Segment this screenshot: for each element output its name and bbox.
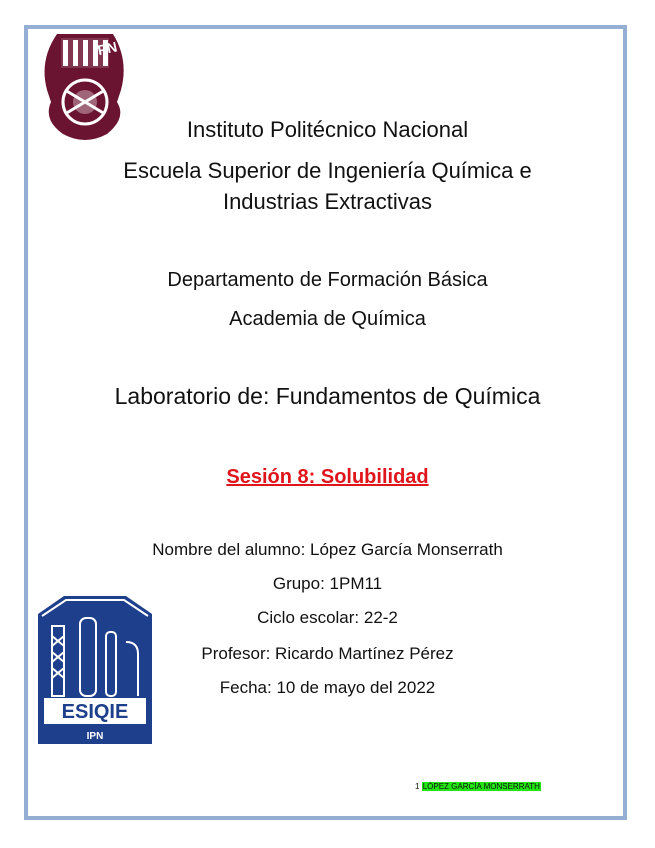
academy-name: Academia de Química bbox=[229, 308, 426, 330]
professor-name: Profesor: Ricardo Martínez Pérez bbox=[201, 644, 454, 663]
page-footer bbox=[415, 782, 541, 791]
esiqie-logo-text: ESIQIE bbox=[61, 701, 129, 723]
page-number: 1 bbox=[415, 782, 420, 791]
group-label: Grupo: 1PM11 bbox=[272, 574, 383, 593]
ipn-logo-text: IPN bbox=[92, 38, 119, 59]
school-cycle: Ciclo escolar: 22-2 bbox=[257, 608, 398, 627]
department-name: Departamento de Formación Básica bbox=[167, 269, 488, 291]
session-title: Sesión 8: Solubilidad bbox=[226, 466, 429, 488]
esiqie-logo bbox=[34, 592, 156, 747]
footer-author: LÓPEZ GARCÍA MONSERRATH bbox=[422, 782, 540, 791]
date-label: Fecha: 10 de mayo del 2022 bbox=[219, 678, 436, 697]
esiqie-logo-subtext: IPN bbox=[86, 731, 104, 742]
student-name: Nombre del alumno: López García Monserrath bbox=[152, 540, 503, 559]
laboratory-name: Laboratorio de: Fundamentos de Química bbox=[114, 383, 541, 409]
school-name-line1: Escuela Superior de Ingeniería Química e bbox=[123, 158, 532, 183]
school-name-line2: Industrias Extractivas bbox=[222, 189, 433, 214]
institution-name: Instituto Politécnico Nacional bbox=[186, 117, 469, 142]
